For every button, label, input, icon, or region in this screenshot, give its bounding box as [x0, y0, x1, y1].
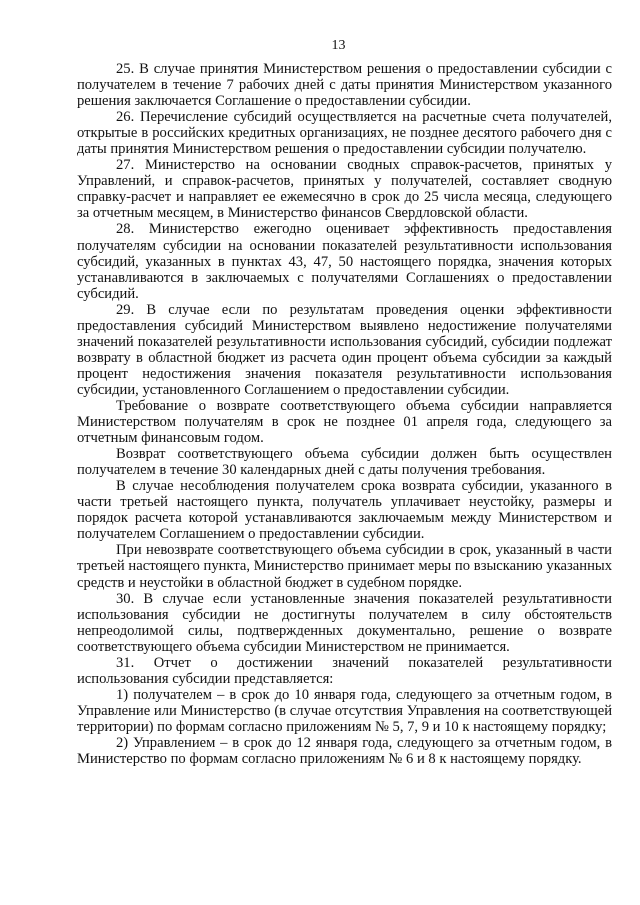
paragraph-29-return-term: Возврат соответствующего объема субсидии должен быть осуществлен получателем в течение 30 календарных дней с даты получения требования. [77, 446, 612, 479]
paragraph-27: 27. Министерство на основании сводных справок-расчетов, принятых у Управлений, и справок-расчетов, принятых у получателей, составляет сводную справку-расчет и направляет ее ежемесячно в срок до 25 числа месяца, следующего за отчетным месяцем, в Министерство финансов Свердловской области. [77, 157, 612, 222]
paragraph-29-court-recovery: При невозврате соответствующего объема субсидии в срок, указанный в части третьей настоящего пункта, Министерство принимает меры по взысканию указанных средств и неустойки в областной бюджет в судебном порядке. [77, 542, 612, 591]
paragraph-29: 29. В случае если по результатам проведения оценки эффективности предоставления субсидий Министерством выявлено недостижение получателями значений показателей результативности использования субсидий, субсидии подлежат возврату в областной бюджет из расчета один процент объема субсидии за каждый процент недостижения значения показателя результативности использования субсидии, установленного Соглашением о предоставлении субсидии. [77, 301, 612, 398]
paragraph-30: 30. В случае если установленные значения показателей результативности использования субсидии не достигнуты получателем в силу обстоятельств непреодолимой силы, подтвержденных документально, решение о возврате соответствующего объема субсидии Министерством не принимается. [77, 590, 612, 655]
paragraph-26: 26. Перечисление субсидий осуществляется на расчетные счета получателей, открытые в российских кредитных организациях, не позднее десятого рабочего дня с даты принятия Министерством решения о предоставлении субсидии получателю. [77, 109, 612, 158]
paragraph-31-item-2: 2) Управлением – в срок до 12 января года, следующего за отчетным годом, в Министерство по формам согласно приложениям № 6 и 8 к настоящему порядку. [77, 734, 612, 768]
paragraph-31-item-1: 1) получателем – в срок до 10 января года, следующего за отчетным годом, в Управление или Министерство (в случае отсутствия Управления на соответствующей территории) по формам согласно приложениям № 5, 7, 9 и 10 к настоящему порядку; [77, 686, 612, 735]
paragraph-31: 31. Отчет о достижении значений показателей результативности использования субсидии представляется: [77, 654, 612, 687]
paragraph-29-return-request: Требование о возврате соответствующего объема субсидии направляется Министерством получателям в срок не позднее 01 апреля года, следующего за отчетным финансовым годом. [77, 397, 612, 447]
page-number: 13 [331, 38, 346, 53]
paragraph-29-penalty: В случае несоблюдения получателем срока возврата субсидии, указанного в части третьей настоящего пункта, получатель уплачивает неустойку, размеры и порядок расчета которой устанавливаются заключаемым между Министерством и получателем Соглашением о предоставлении субсидии. [77, 478, 612, 543]
paragraph-28: 28. Министерство ежегодно оценивает эффективность предоставления получателям субсидии на основании показателей результативности использования субсидий, указанных в пунктах 43, 47, 50 настоящего порядка, значения которых устанавливаются в заключаемых с получателями Соглашениях о предоставлении субсидий. [77, 221, 612, 302]
paragraph-25: 25. В случае принятия Министерством решения о предоставлении субсидии с получателем в течение 7 рабочих дней с даты принятия Министерством указанного решения заключается Соглашение о предоставлении субсидии. [77, 61, 612, 110]
